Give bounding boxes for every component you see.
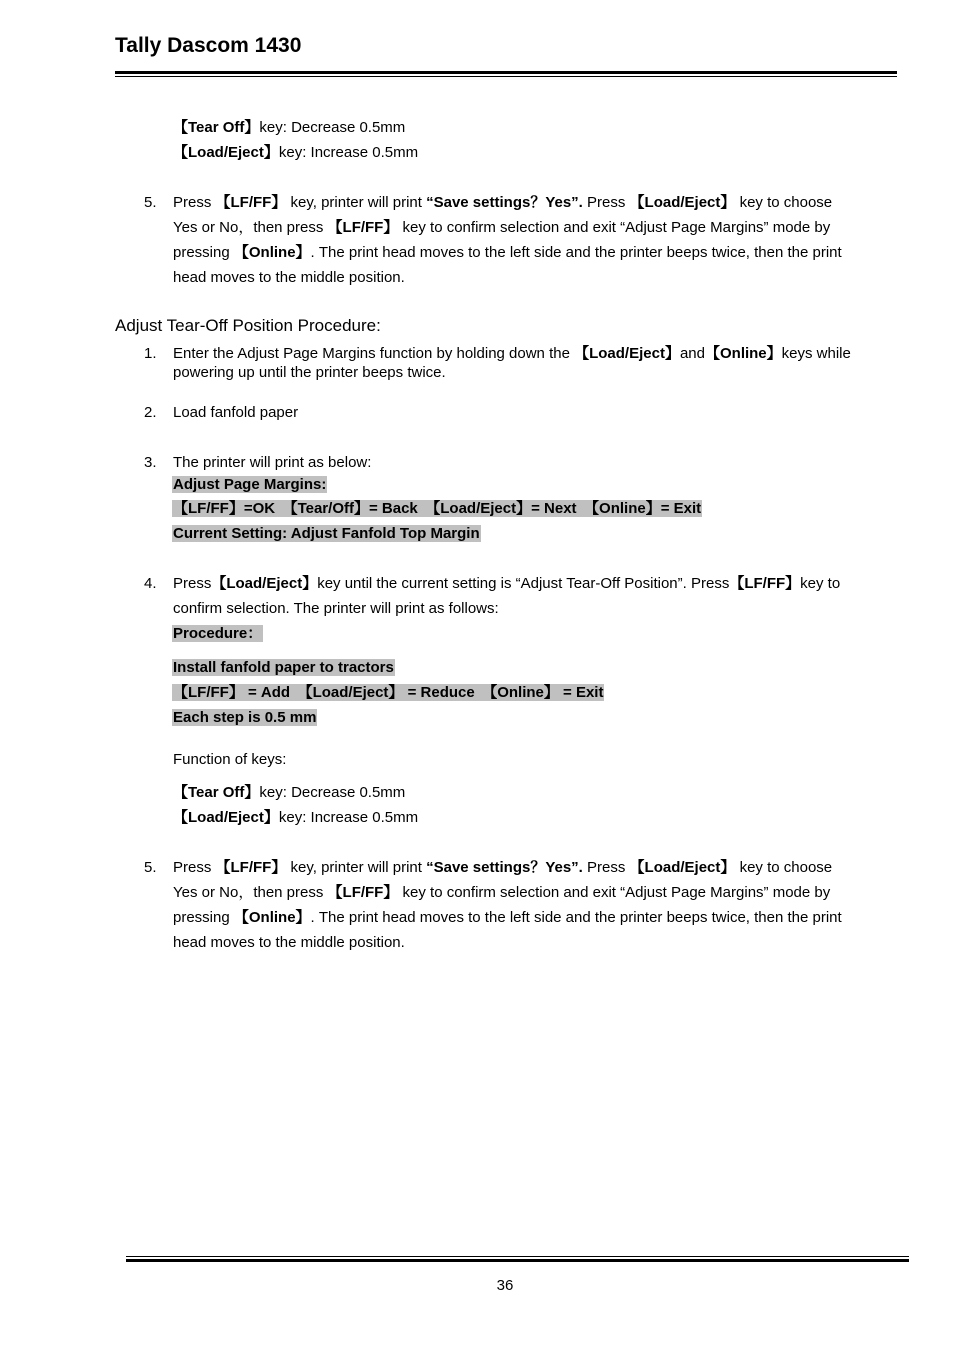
text: pressing: [173, 909, 234, 926]
printout-line: [172, 524, 481, 543]
key-desc: key: Increase 0.5mm: [278, 144, 419, 161]
step-number: 1.: [144, 345, 157, 362]
text: key to choose: [735, 859, 833, 876]
text: Press: [173, 194, 216, 211]
text: key to confirm selection and exit “Adjust Page Margins” mode by: [398, 884, 831, 901]
printout-line: [172, 708, 317, 727]
text: key, printer will print: [286, 859, 427, 876]
printout-line: [172, 499, 702, 518]
text: Press: [173, 859, 216, 876]
printout-text: Adjust Page Margins:: [173, 476, 327, 493]
step2-text: Load fanfold paper: [173, 404, 299, 421]
step5b-line4: head moves to the middle position.: [173, 934, 405, 951]
printout-text: 【LF/FF】=OK 【Tear/Off】= Back 【Load/Eject】= Next 【Online】= Exit: [173, 500, 702, 517]
key-line-tear-off: [173, 783, 405, 802]
step5b-line3: [173, 908, 842, 927]
step3-text: The printer will print as below:: [173, 454, 372, 471]
step-number: 5.: [144, 859, 157, 876]
text: pressing: [173, 244, 234, 261]
step4-line2: confirm selection. The printer will print as follows:: [173, 600, 499, 617]
text: Press: [582, 194, 630, 211]
printout-line: [172, 624, 263, 643]
step5a-line1: [173, 193, 832, 212]
printout-text: Each step is 0.5 mm: [173, 709, 317, 726]
text: and: [679, 345, 705, 362]
printout-line: [172, 475, 327, 494]
text: key to confirm selection and exit “Adjust Page Margins” mode by: [398, 219, 831, 236]
text: Yes or No，then press: [173, 884, 328, 901]
text: key to: [800, 575, 841, 592]
printout-line: [172, 683, 604, 702]
step5b-line1: [173, 858, 832, 877]
text: key to choose: [735, 194, 833, 211]
page-number: 36: [496, 1277, 514, 1294]
key-label: 【Load/Eject】: [629, 859, 736, 876]
printout-text: Install fanfold paper to tractors: [173, 659, 394, 676]
key-label: 【LF/FF】: [215, 859, 287, 876]
text: keys while: [781, 345, 851, 362]
function-keys-title: Function of keys:: [173, 751, 287, 768]
key-label: 【LF/FF】: [215, 194, 287, 211]
key-desc: key: Increase 0.5mm: [278, 809, 419, 826]
key-label: 【Load/Eject】: [173, 809, 279, 826]
key-label: 【Load/Eject】: [574, 345, 680, 362]
key-label: 【Load/Eject】: [211, 575, 318, 592]
header-rule-thin: [115, 76, 897, 77]
key-line-tear-off: [173, 118, 405, 137]
step1-line1: [173, 344, 851, 363]
key-desc: key: Decrease 0.5mm: [259, 119, 406, 136]
key-line-load-eject: [173, 143, 418, 162]
header-rule-thick: [115, 71, 897, 74]
footer-rule-thin: [126, 1256, 909, 1257]
step5a-line4: head moves to the middle position.: [173, 269, 405, 286]
key-label: 【Online】: [233, 244, 311, 261]
step5a-line3: [173, 243, 842, 262]
key-label: 【Tear Off】: [173, 784, 260, 801]
step5a-line2: [173, 218, 830, 237]
text: Enter the Adjust Page Margins function by holding down the: [173, 345, 575, 362]
step-number: 3.: [144, 454, 157, 471]
key-line-load-eject: [173, 808, 418, 827]
printout-text: Procedure：: [173, 625, 263, 642]
key-label: 【LF/FF】: [327, 884, 399, 901]
step5b-line2: [173, 883, 830, 902]
printout-text: 【LF/FF】 = Add 【Load/Eject】 = Reduce 【Online】 = Exit: [173, 684, 604, 701]
key-label: 【Tear Off】: [173, 119, 260, 136]
key-label: 【LF/FF】: [327, 219, 399, 236]
text: key, printer will print: [286, 194, 427, 211]
text: Press: [173, 575, 212, 592]
step-number: 4.: [144, 575, 157, 592]
key-label: 【Load/Eject】: [173, 144, 279, 161]
footer-rule-thick: [126, 1259, 909, 1262]
text: . The print head moves to the left side and the printer beeps twice, then the print: [310, 244, 842, 261]
page-header-title: Tally Dascom 1430: [115, 34, 302, 57]
key-label: 【Online】: [704, 345, 782, 362]
key-desc: key: Decrease 0.5mm: [259, 784, 406, 801]
printout-text: Current Setting: Adjust Fanfold Top Margin: [173, 525, 480, 542]
key-label: 【Load/Eject】: [629, 194, 736, 211]
text: key until the current setting is “Adjust Tear-Off Position”. Press: [317, 575, 730, 592]
printout-line: [172, 658, 395, 677]
quoted-message: “Save settings？Yes”.: [426, 859, 583, 876]
step1-line2: powering up until the printer beeps twice.: [173, 364, 446, 381]
step-number: 5.: [144, 194, 157, 211]
quoted-message: “Save settings？Yes”.: [426, 194, 583, 211]
text: Press: [582, 859, 630, 876]
key-label: 【Online】: [233, 909, 311, 926]
step4-line1: [173, 574, 840, 593]
key-label: 【LF/FF】: [729, 575, 801, 592]
text: . The print head moves to the left side and the printer beeps twice, then the print: [310, 909, 842, 926]
text: Yes or No，then press: [173, 219, 328, 236]
step-number: 2.: [144, 404, 157, 421]
section-title: Adjust Tear-Off Position Procedure:: [115, 316, 381, 335]
